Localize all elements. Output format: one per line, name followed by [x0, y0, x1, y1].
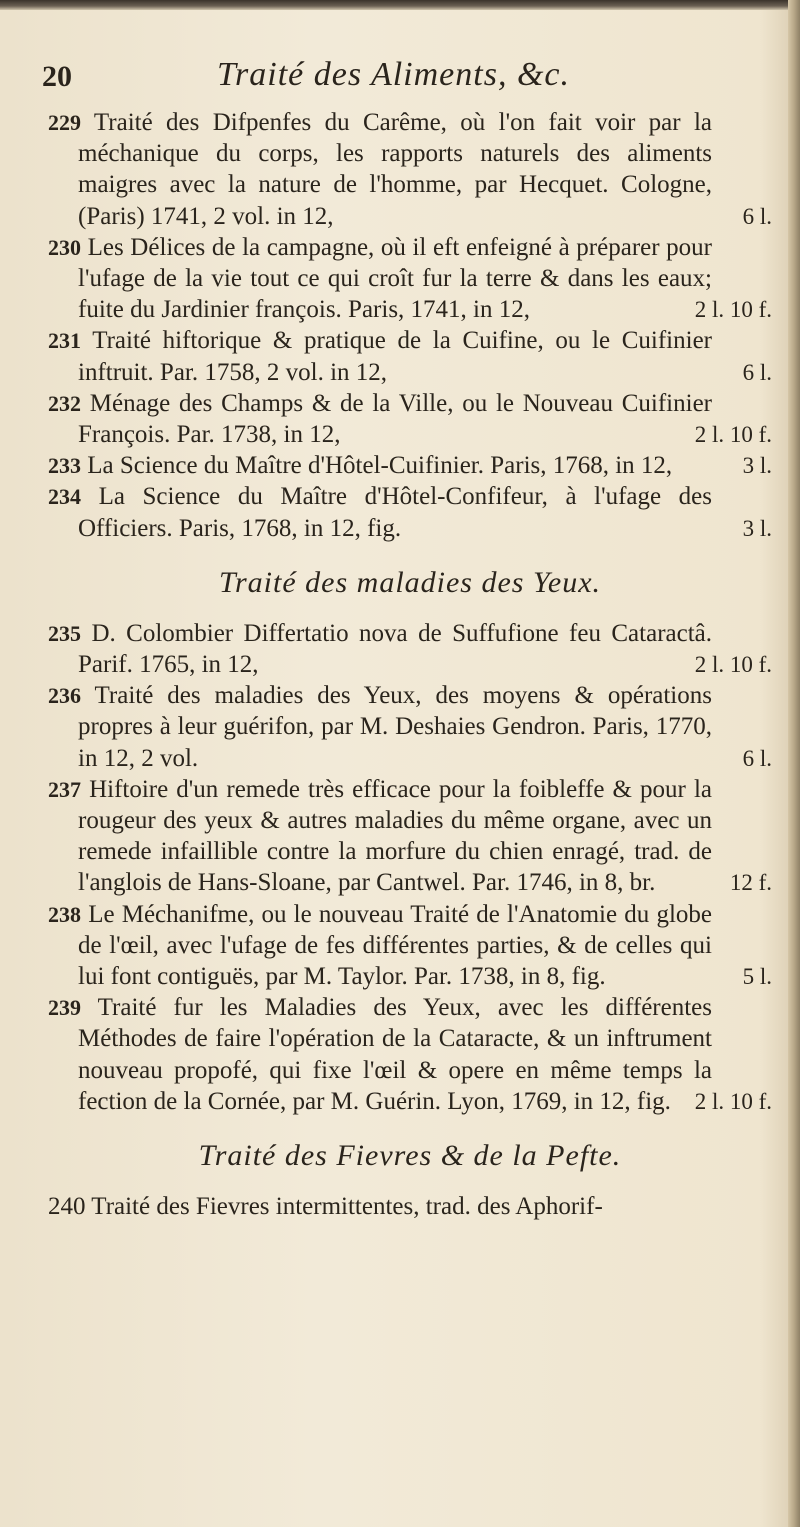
catalog-entry: [48, 618, 772, 680]
catalog-entry: [48, 899, 772, 993]
entry-body: [48, 618, 772, 680]
entry-number: 233: [48, 453, 81, 479]
catalog-entry: [48, 450, 772, 481]
entry-price: 6 l.: [742, 359, 772, 385]
catalog-entry: [48, 388, 772, 450]
entry-body: [48, 450, 772, 481]
scan-top-edge: [0, 0, 800, 10]
entry-text: Traité des maladies des Yeux, des moyens & opérations propres à leur guérifon, par M. Deshaies Gendron. Paris, 1770, in 12, 2 vol.: [78, 682, 712, 772]
entry-number: 234: [48, 484, 81, 510]
catalog-entry: [48, 325, 772, 387]
entry-number: 238: [48, 901, 81, 927]
entry-number: 229: [48, 110, 81, 135]
entry-number: 237: [48, 776, 81, 802]
entry-number: 230: [48, 234, 81, 260]
catalog-entries: [48, 107, 772, 1222]
entry-text: La Science du Maître d'Hôtel-Cuifinier. Paris, 1768, in 12,: [87, 452, 673, 480]
entry-body: [48, 481, 772, 543]
entry-price: 2 l. 10 f.: [694, 1088, 772, 1114]
entry-body: [48, 388, 772, 450]
entry-price: 2 l. 10 f.: [694, 422, 772, 448]
entry-body: [48, 232, 772, 326]
entry-text: Le Méchanifme, ou le nouveau Traité de l'Anatomie du globe de l'œil, avec l'ufage de fes différentes parties, & de celles qui lui font contiguës, par M. Taylor. Par. 1738, in 8, fig.: [78, 900, 712, 991]
catalog-entry: [48, 107, 772, 232]
catalog-entry: [48, 992, 772, 1117]
entry-text: D. Colombier Differtatio nova de Suffufione feu Cataractâ. Parif. 1765, in 12,: [78, 619, 712, 679]
entries-aliments: [48, 107, 772, 544]
entry-price: 12 f.: [729, 870, 772, 896]
entry-price: 3 l.: [742, 515, 772, 541]
section-title-fevers: Traité des Fievres & de la Pefte.: [198, 1139, 622, 1173]
catalog-entry: [48, 481, 772, 543]
entry-number: 232: [48, 390, 81, 416]
entry-price: 2 l. 10 f.: [694, 652, 772, 678]
entry-text: Traité des Difpenfes du Carême, où l'on fait voir par la méchanique du corps, les rapports naturels des aliments maigres avec la nature de l'homme, par Hecquet. Cologne, (Paris) 1741, 2 vol. in 12,: [78, 109, 712, 230]
entry-body: [48, 680, 772, 774]
scan-right-edge: [788, 0, 800, 1527]
entry-price: 2 l. 10 f.: [694, 297, 772, 323]
entry-text: Les Délices de la campagne, où il eft enfeigné à préparer pour l'ufage de la vie tout ce qui croît fur la terre & dans les eaux; fuite du Jardinier françois. Paris, 1741, in 12,: [78, 233, 712, 324]
entry-price: 3 l.: [742, 453, 772, 479]
catalog-entry-partial: 240 Traité des Fievres intermittentes, trad. des Aphorif-: [48, 1193, 603, 1221]
catalog-entry: [48, 232, 772, 326]
entry-body: [48, 325, 772, 387]
entry-text: Ménage des Champs & de la Ville, ou le Nouveau Cuifinier François. Par. 1738, in 12,: [78, 389, 712, 449]
entry-body: [48, 107, 772, 232]
entry-number: 236: [48, 683, 81, 709]
entry-number: 239: [48, 995, 81, 1021]
page-number: 20: [42, 60, 72, 93]
entry-price: 5 l.: [742, 964, 772, 990]
catalog-entry: [48, 680, 772, 774]
entry-number: 231: [48, 328, 81, 354]
entry-text: Traité hiftorique & pratique de la Cuifine, ou le Cuifinier inftruit. Par. 1758, 2 vol. in 12,: [78, 327, 712, 386]
entry-body: [48, 899, 772, 993]
entry-price: 6 l.: [742, 745, 772, 771]
entry-body: [48, 992, 772, 1117]
entries-eyes: [48, 618, 772, 1117]
entry-price: 6 l.: [742, 203, 772, 229]
entry-number: 235: [48, 620, 81, 646]
entry-text: La Science du Maître d'Hôtel-Confifeur, à l'ufage des Officiers. Paris, 1768, in 12, fig.: [78, 483, 712, 542]
entry-text: Traité fur les Maladies des Yeux, avec les différentes Méthodes de faire l'opération de la Cataracte, & un inftrument nouveau propofé, qui fixe l'œil & opere en même temps la fection de la Cornée, par M. Guérin. Lyon, 1769, in 12, fig.: [78, 994, 712, 1115]
catalog-entry: [48, 774, 772, 899]
running-title: Traité des Aliments, &c.: [217, 56, 570, 93]
section-title-eyes: Traité des maladies des Yeux.: [218, 565, 602, 599]
entry-body: [48, 774, 772, 899]
page-header: [42, 56, 762, 100]
entry-text: Hiftoire d'un remede très efficace pour la foibleffe & pour la rougeur des yeux & autres maladies du même organe, avec un remede infaillible contre la morfure du chien enragé, trad. de l'anglois de Hans-Sloane, par Cantwel. Par. 1746, in 8, br.: [78, 775, 713, 897]
